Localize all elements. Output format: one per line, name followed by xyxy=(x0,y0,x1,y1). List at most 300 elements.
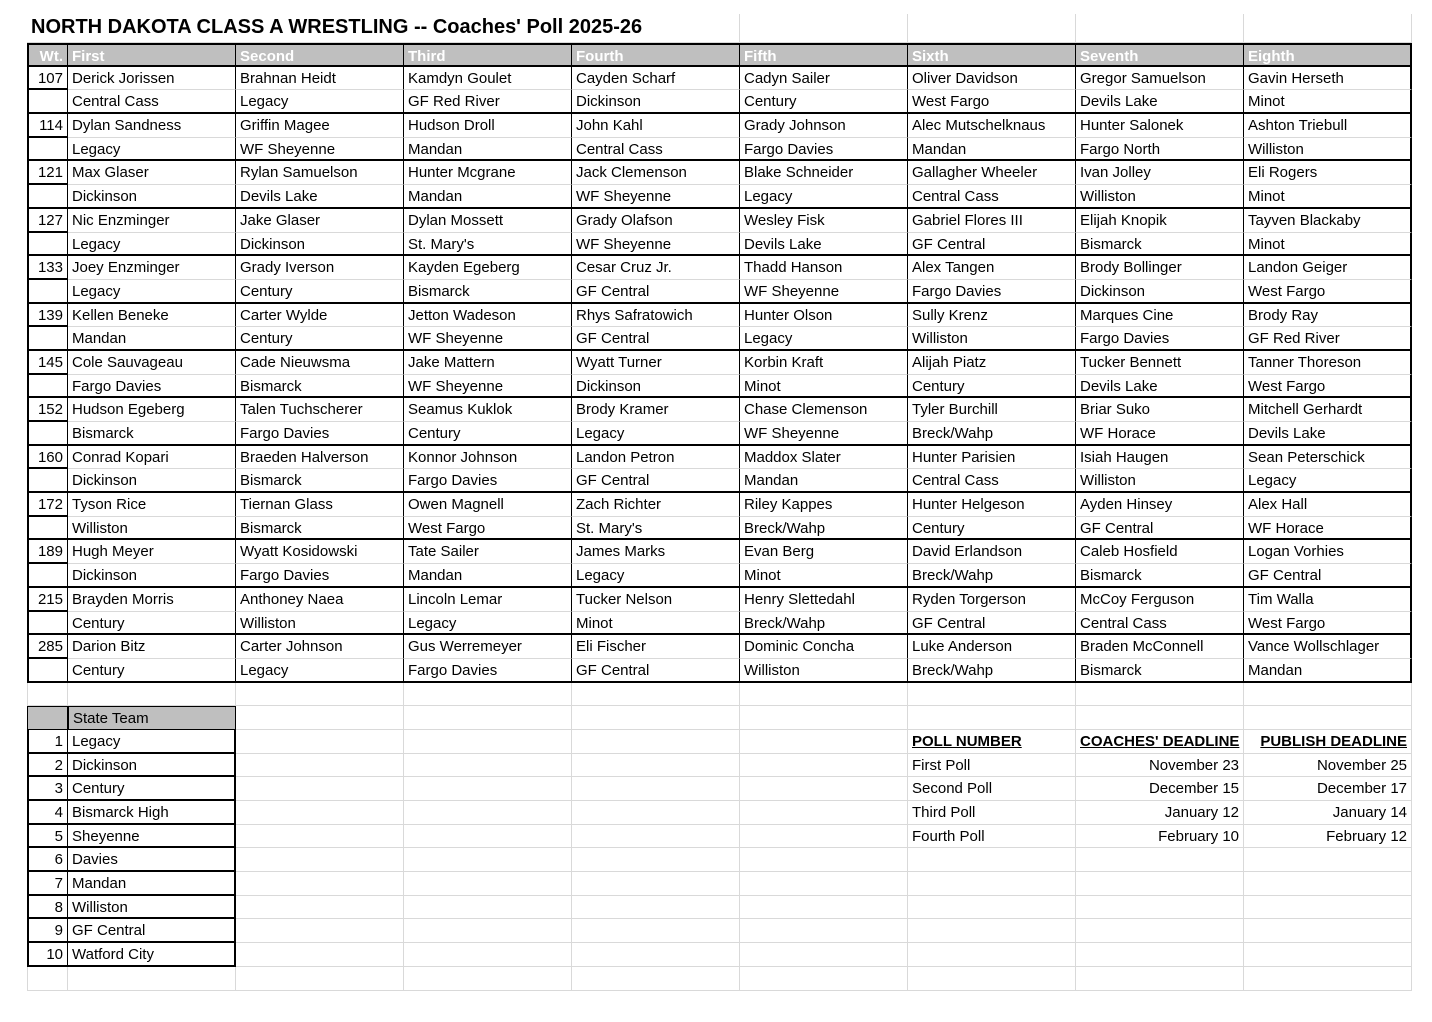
school-cell[interactable]: Breck/Wahp xyxy=(908,659,1076,683)
empty-cell[interactable] xyxy=(572,754,740,778)
school-cell[interactable]: Bismarck xyxy=(1076,659,1244,683)
wrestler-name-cell[interactable]: Wesley Fisk xyxy=(740,209,908,233)
wrestler-name-cell[interactable]: Wyatt Kosidowski xyxy=(236,540,404,564)
empty-cell[interactable] xyxy=(1244,896,1412,920)
column-header-fifth[interactable]: Fifth xyxy=(740,43,908,67)
team-name-cell[interactable]: Century xyxy=(68,777,236,801)
empty-cell[interactable] xyxy=(236,848,404,872)
school-cell[interactable]: Century xyxy=(68,659,236,683)
weight-class-cell[interactable]: 139 xyxy=(27,304,68,328)
wrestler-name-cell[interactable]: Hudson Egeberg xyxy=(68,398,236,422)
column-header-sixth[interactable]: Sixth xyxy=(908,43,1076,67)
empty-cell[interactable] xyxy=(1244,848,1412,872)
empty-cell[interactable] xyxy=(404,683,572,707)
empty-cell[interactable] xyxy=(740,825,908,849)
poll-name-cell[interactable]: Third Poll xyxy=(908,801,1076,825)
empty-cell[interactable] xyxy=(1076,14,1244,43)
team-rank-cell[interactable]: 2 xyxy=(27,754,68,778)
wrestler-name-cell[interactable]: Marques Cine xyxy=(1076,304,1244,328)
school-cell[interactable]: West Fargo xyxy=(404,517,572,541)
empty-cell[interactable] xyxy=(572,872,740,896)
school-cell[interactable]: Central Cass xyxy=(908,185,1076,209)
wrestler-name-cell[interactable]: Lincoln Lemar xyxy=(404,588,572,612)
team-rank-cell[interactable]: 1 xyxy=(27,730,68,754)
wrestler-name-cell[interactable]: Brody Kramer xyxy=(572,398,740,422)
empty-cell[interactable] xyxy=(572,683,740,707)
weight-class-cell[interactable]: 285 xyxy=(27,635,68,659)
empty-cell[interactable] xyxy=(1076,896,1244,920)
team-rank-cell[interactable]: 10 xyxy=(27,943,68,967)
state-team-header[interactable]: State Team xyxy=(68,706,236,730)
wrestler-name-cell[interactable]: Tyler Burchill xyxy=(908,398,1076,422)
wrestler-name-cell[interactable]: Kayden Egeberg xyxy=(404,256,572,280)
school-cell[interactable]: Bismarck xyxy=(68,422,236,446)
empty-cell[interactable] xyxy=(740,896,908,920)
wrestler-name-cell[interactable]: Hunter Olson xyxy=(740,304,908,328)
empty-cell[interactable] xyxy=(236,967,404,991)
empty-cell[interactable] xyxy=(404,754,572,778)
wrestler-name-cell[interactable]: Owen Magnell xyxy=(404,493,572,517)
wrestler-name-cell[interactable]: Konnor Johnson xyxy=(404,446,572,470)
empty-cell[interactable] xyxy=(572,801,740,825)
wrestler-name-cell[interactable]: Anthoney Naea xyxy=(236,588,404,612)
publish-deadline-cell[interactable]: February 12 xyxy=(1244,825,1412,849)
empty-cell[interactable] xyxy=(908,683,1076,707)
empty-cell[interactable] xyxy=(908,14,1076,43)
empty-cell[interactable] xyxy=(740,967,908,991)
wrestler-name-cell[interactable]: Brayden Morris xyxy=(68,588,236,612)
empty-cell[interactable] xyxy=(572,919,740,943)
school-cell[interactable]: Williston xyxy=(908,327,1076,351)
empty-cell[interactable] xyxy=(740,754,908,778)
weight-class-cell[interactable]: 127 xyxy=(27,209,68,233)
school-cell[interactable]: Williston xyxy=(1076,185,1244,209)
publish-deadline-cell[interactable]: November 25 xyxy=(1244,754,1412,778)
school-cell[interactable]: WF Sheyenne xyxy=(236,138,404,162)
coaches-deadline-cell[interactable]: January 12 xyxy=(1076,801,1244,825)
empty-cell[interactable] xyxy=(572,730,740,754)
wrestler-name-cell[interactable]: Brody Bollinger xyxy=(1076,256,1244,280)
school-cell[interactable]: Fargo Davies xyxy=(236,564,404,588)
empty-cell[interactable] xyxy=(236,683,404,707)
school-cell[interactable]: WF Horace xyxy=(1244,517,1412,541)
team-name-cell[interactable]: Sheyenne xyxy=(68,825,236,849)
school-cell[interactable]: GF Central xyxy=(908,612,1076,636)
empty-cell[interactable] xyxy=(27,327,68,351)
wrestler-name-cell[interactable]: Jetton Wadeson xyxy=(404,304,572,328)
wrestler-name-cell[interactable]: Zach Richter xyxy=(572,493,740,517)
empty-cell[interactable] xyxy=(1244,919,1412,943)
empty-cell[interactable] xyxy=(27,422,68,446)
empty-cell[interactable] xyxy=(1076,872,1244,896)
empty-cell[interactable] xyxy=(404,825,572,849)
empty-cell[interactable] xyxy=(1244,872,1412,896)
wrestler-name-cell[interactable]: Brahnan Heidt xyxy=(236,67,404,91)
school-cell[interactable]: Fargo Davies xyxy=(236,422,404,446)
team-rank-cell[interactable]: 8 xyxy=(27,896,68,920)
wrestler-name-cell[interactable]: Tanner Thoreson xyxy=(1244,351,1412,375)
empty-cell[interactable] xyxy=(572,896,740,920)
wrestler-name-cell[interactable]: Tucker Nelson xyxy=(572,588,740,612)
wrestler-name-cell[interactable]: Sully Krenz xyxy=(908,304,1076,328)
school-cell[interactable]: Williston xyxy=(1244,138,1412,162)
school-cell[interactable]: Breck/Wahp xyxy=(740,612,908,636)
wrestler-name-cell[interactable]: Chase Clemenson xyxy=(740,398,908,422)
column-header-eighth[interactable]: Eighth xyxy=(1244,43,1412,67)
publish-deadline-cell[interactable]: January 14 xyxy=(1244,801,1412,825)
wrestler-name-cell[interactable]: Eli Fischer xyxy=(572,635,740,659)
empty-cell[interactable] xyxy=(1244,706,1412,730)
column-header-seventh[interactable]: Seventh xyxy=(1076,43,1244,67)
school-cell[interactable]: Bismarck xyxy=(1076,233,1244,257)
wrestler-name-cell[interactable]: Landon Geiger xyxy=(1244,256,1412,280)
wrestler-name-cell[interactable]: Gregor Samuelson xyxy=(1076,67,1244,91)
empty-cell[interactable] xyxy=(908,706,1076,730)
school-cell[interactable]: Central Cass xyxy=(68,90,236,114)
empty-cell[interactable] xyxy=(740,943,908,967)
column-header-fourth[interactable]: Fourth xyxy=(572,43,740,67)
empty-cell[interactable] xyxy=(1076,706,1244,730)
school-cell[interactable]: Dickinson xyxy=(68,469,236,493)
weight-class-cell[interactable]: 215 xyxy=(27,588,68,612)
school-cell[interactable]: Mandan xyxy=(740,469,908,493)
empty-cell[interactable] xyxy=(572,777,740,801)
publish-deadline-header[interactable]: PUBLISH DEADLINE xyxy=(1244,730,1412,754)
wrestler-name-cell[interactable]: Dylan Sandness xyxy=(68,114,236,138)
empty-cell[interactable] xyxy=(572,825,740,849)
school-cell[interactable]: Dickinson xyxy=(572,90,740,114)
wrestler-name-cell[interactable]: Talen Tuchscherer xyxy=(236,398,404,422)
wrestler-name-cell[interactable]: Henry Slettedahl xyxy=(740,588,908,612)
school-cell[interactable]: GF Red River xyxy=(1244,327,1412,351)
school-cell[interactable]: St. Mary's xyxy=(404,233,572,257)
empty-cell[interactable] xyxy=(27,706,68,730)
school-cell[interactable]: GF Central xyxy=(572,327,740,351)
wrestler-name-cell[interactable]: Vance Wollschlager xyxy=(1244,635,1412,659)
school-cell[interactable]: Legacy xyxy=(1244,469,1412,493)
empty-cell[interactable] xyxy=(908,919,1076,943)
empty-cell[interactable] xyxy=(404,896,572,920)
school-cell[interactable]: Legacy xyxy=(236,90,404,114)
school-cell[interactable]: West Fargo xyxy=(1244,375,1412,399)
coaches-deadline-cell[interactable]: November 23 xyxy=(1076,754,1244,778)
empty-cell[interactable] xyxy=(27,469,68,493)
empty-cell[interactable] xyxy=(1076,683,1244,707)
wrestler-name-cell[interactable]: Landon Petron xyxy=(572,446,740,470)
publish-deadline-cell[interactable]: December 17 xyxy=(1244,777,1412,801)
school-cell[interactable]: Legacy xyxy=(740,185,908,209)
wrestler-name-cell[interactable]: Seamus Kuklok xyxy=(404,398,572,422)
school-cell[interactable]: Devils Lake xyxy=(1076,375,1244,399)
weight-class-cell[interactable]: 189 xyxy=(27,540,68,564)
empty-cell[interactable] xyxy=(908,943,1076,967)
wrestler-name-cell[interactable]: Ivan Jolley xyxy=(1076,161,1244,185)
school-cell[interactable]: Legacy xyxy=(236,659,404,683)
wrestler-name-cell[interactable]: Hunter Parisien xyxy=(908,446,1076,470)
school-cell[interactable]: WF Horace xyxy=(1076,422,1244,446)
wrestler-name-cell[interactable]: Gabriel Flores III xyxy=(908,209,1076,233)
team-name-cell[interactable]: Dickinson xyxy=(68,754,236,778)
wrestler-name-cell[interactable]: Maddox Slater xyxy=(740,446,908,470)
school-cell[interactable]: Dickinson xyxy=(572,375,740,399)
empty-cell[interactable] xyxy=(404,777,572,801)
empty-cell[interactable] xyxy=(68,967,236,991)
wrestler-name-cell[interactable]: Rylan Samuelson xyxy=(236,161,404,185)
wrestler-name-cell[interactable]: Sean Peterschick xyxy=(1244,446,1412,470)
empty-cell[interactable] xyxy=(740,848,908,872)
school-cell[interactable]: Breck/Wahp xyxy=(740,517,908,541)
empty-cell[interactable] xyxy=(27,138,68,162)
weight-class-cell[interactable]: 133 xyxy=(27,256,68,280)
empty-cell[interactable] xyxy=(236,919,404,943)
wrestler-name-cell[interactable]: Tayven Blackaby xyxy=(1244,209,1412,233)
coaches-deadline-cell[interactable]: February 10 xyxy=(1076,825,1244,849)
school-cell[interactable]: GF Central xyxy=(1244,564,1412,588)
school-cell[interactable]: Minot xyxy=(1244,185,1412,209)
empty-cell[interactable] xyxy=(27,280,68,304)
school-cell[interactable]: Minot xyxy=(572,612,740,636)
school-cell[interactable]: Bismarck xyxy=(1076,564,1244,588)
school-cell[interactable]: Century xyxy=(908,517,1076,541)
empty-cell[interactable] xyxy=(572,706,740,730)
empty-cell[interactable] xyxy=(572,967,740,991)
school-cell[interactable]: GF Red River xyxy=(404,90,572,114)
school-cell[interactable]: GF Central xyxy=(908,233,1076,257)
wrestler-name-cell[interactable]: Cade Nieuwsma xyxy=(236,351,404,375)
team-name-cell[interactable]: GF Central xyxy=(68,919,236,943)
coaches-deadline-cell[interactable]: December 15 xyxy=(1076,777,1244,801)
team-name-cell[interactable]: Bismarck High xyxy=(68,801,236,825)
school-cell[interactable]: Legacy xyxy=(572,564,740,588)
school-cell[interactable]: Bismarck xyxy=(236,517,404,541)
empty-cell[interactable] xyxy=(740,801,908,825)
wrestler-name-cell[interactable]: Alijah Piatz xyxy=(908,351,1076,375)
poll-name-cell[interactable]: First Poll xyxy=(908,754,1076,778)
wrestler-name-cell[interactable]: Riley Kappes xyxy=(740,493,908,517)
empty-cell[interactable] xyxy=(236,777,404,801)
empty-cell[interactable] xyxy=(740,683,908,707)
wrestler-name-cell[interactable]: Hudson Droll xyxy=(404,114,572,138)
empty-cell[interactable] xyxy=(740,872,908,896)
team-rank-cell[interactable]: 3 xyxy=(27,777,68,801)
school-cell[interactable]: Devils Lake xyxy=(1244,422,1412,446)
empty-cell[interactable] xyxy=(1076,967,1244,991)
school-cell[interactable]: Dickinson xyxy=(68,185,236,209)
team-rank-cell[interactable]: 5 xyxy=(27,825,68,849)
empty-cell[interactable] xyxy=(740,919,908,943)
wrestler-name-cell[interactable]: Alec Mutschelknaus xyxy=(908,114,1076,138)
empty-cell[interactable] xyxy=(27,375,68,399)
wrestler-name-cell[interactable]: Blake Schneider xyxy=(740,161,908,185)
empty-cell[interactable] xyxy=(740,706,908,730)
school-cell[interactable]: Fargo Davies xyxy=(1076,327,1244,351)
school-cell[interactable]: Williston xyxy=(68,517,236,541)
wrestler-name-cell[interactable]: Hunter Mcgrane xyxy=(404,161,572,185)
empty-cell[interactable] xyxy=(236,801,404,825)
wrestler-name-cell[interactable]: James Marks xyxy=(572,540,740,564)
school-cell[interactable]: Mandan xyxy=(404,185,572,209)
school-cell[interactable]: Fargo Davies xyxy=(908,280,1076,304)
wrestler-name-cell[interactable]: Jake Mattern xyxy=(404,351,572,375)
wrestler-name-cell[interactable]: Hugh Meyer xyxy=(68,540,236,564)
school-cell[interactable]: Mandan xyxy=(68,327,236,351)
wrestler-name-cell[interactable]: Derick Jorissen xyxy=(68,67,236,91)
weight-class-cell[interactable]: 152 xyxy=(27,398,68,422)
column-header-second[interactable]: Second xyxy=(236,43,404,67)
wrestler-name-cell[interactable]: Max Glaser xyxy=(68,161,236,185)
weight-class-cell[interactable]: 114 xyxy=(27,114,68,138)
school-cell[interactable]: Fargo Davies xyxy=(404,659,572,683)
school-cell[interactable]: Century xyxy=(236,327,404,351)
wrestler-name-cell[interactable]: Tucker Bennett xyxy=(1076,351,1244,375)
school-cell[interactable]: Century xyxy=(908,375,1076,399)
empty-cell[interactable] xyxy=(908,967,1076,991)
empty-cell[interactable] xyxy=(740,14,908,43)
school-cell[interactable]: Minot xyxy=(740,564,908,588)
empty-cell[interactable] xyxy=(1076,848,1244,872)
wrestler-name-cell[interactable]: McCoy Ferguson xyxy=(1076,588,1244,612)
wrestler-name-cell[interactable]: Gavin Herseth xyxy=(1244,67,1412,91)
team-name-cell[interactable]: Watford City xyxy=(68,943,236,967)
school-cell[interactable]: Century xyxy=(740,90,908,114)
wrestler-name-cell[interactable]: Isiah Haugen xyxy=(1076,446,1244,470)
wrestler-name-cell[interactable]: Korbin Kraft xyxy=(740,351,908,375)
school-cell[interactable]: Fargo North xyxy=(1076,138,1244,162)
team-rank-cell[interactable]: 4 xyxy=(27,801,68,825)
school-cell[interactable]: WF Sheyenne xyxy=(404,375,572,399)
wrestler-name-cell[interactable]: John Kahl xyxy=(572,114,740,138)
empty-cell[interactable] xyxy=(1244,14,1412,43)
wrestler-name-cell[interactable]: Conrad Kopari xyxy=(68,446,236,470)
wrestler-name-cell[interactable]: Ryden Torgerson xyxy=(908,588,1076,612)
wrestler-name-cell[interactable]: Briar Suko xyxy=(1076,398,1244,422)
school-cell[interactable]: St. Mary's xyxy=(572,517,740,541)
wrestler-name-cell[interactable]: Rhys Safratowich xyxy=(572,304,740,328)
column-header-first[interactable]: First xyxy=(68,43,236,67)
school-cell[interactable]: Legacy xyxy=(68,233,236,257)
school-cell[interactable]: Central Cass xyxy=(1076,612,1244,636)
team-rank-cell[interactable]: 7 xyxy=(27,872,68,896)
wrestler-name-cell[interactable]: Hunter Helgeson xyxy=(908,493,1076,517)
wrestler-name-cell[interactable]: Nic Enzminger xyxy=(68,209,236,233)
wrestler-name-cell[interactable]: Cesar Cruz Jr. xyxy=(572,256,740,280)
coaches-deadline-header[interactable]: COACHES' DEADLINE xyxy=(1076,730,1244,754)
wrestler-name-cell[interactable]: Carter Wylde xyxy=(236,304,404,328)
wrestler-name-cell[interactable]: Grady Johnson xyxy=(740,114,908,138)
wrestler-name-cell[interactable]: Evan Berg xyxy=(740,540,908,564)
empty-cell[interactable] xyxy=(27,90,68,114)
school-cell[interactable]: GF Central xyxy=(572,659,740,683)
team-name-cell[interactable]: Williston xyxy=(68,896,236,920)
school-cell[interactable]: Dickinson xyxy=(68,564,236,588)
empty-cell[interactable] xyxy=(740,730,908,754)
empty-cell[interactable] xyxy=(404,801,572,825)
poll-number-header[interactable]: POLL NUMBER xyxy=(908,730,1076,754)
school-cell[interactable]: Mandan xyxy=(908,138,1076,162)
empty-cell[interactable] xyxy=(572,848,740,872)
school-cell[interactable]: West Fargo xyxy=(1244,612,1412,636)
school-cell[interactable]: Dickinson xyxy=(236,233,404,257)
school-cell[interactable]: GF Central xyxy=(572,469,740,493)
empty-cell[interactable] xyxy=(404,848,572,872)
school-cell[interactable]: West Fargo xyxy=(908,90,1076,114)
school-cell[interactable]: Legacy xyxy=(740,327,908,351)
poll-name-cell[interactable]: Second Poll xyxy=(908,777,1076,801)
column-header-third[interactable]: Third xyxy=(404,43,572,67)
empty-cell[interactable] xyxy=(236,706,404,730)
weight-class-cell[interactable]: 172 xyxy=(27,493,68,517)
empty-cell[interactable] xyxy=(236,825,404,849)
school-cell[interactable]: Breck/Wahp xyxy=(908,564,1076,588)
empty-cell[interactable] xyxy=(27,564,68,588)
empty-cell[interactable] xyxy=(68,683,236,707)
wrestler-name-cell[interactable]: Jack Clemenson xyxy=(572,161,740,185)
school-cell[interactable]: Devils Lake xyxy=(236,185,404,209)
school-cell[interactable]: Williston xyxy=(1076,469,1244,493)
wrestler-name-cell[interactable]: David Erlandson xyxy=(908,540,1076,564)
weight-class-cell[interactable]: 107 xyxy=(27,67,68,91)
empty-cell[interactable] xyxy=(404,872,572,896)
school-cell[interactable]: Devils Lake xyxy=(1076,90,1244,114)
school-cell[interactable]: Legacy xyxy=(68,138,236,162)
weight-class-cell[interactable]: 160 xyxy=(27,446,68,470)
school-cell[interactable]: Legacy xyxy=(68,280,236,304)
poll-name-cell[interactable]: Fourth Poll xyxy=(908,825,1076,849)
school-cell[interactable]: Fargo Davies xyxy=(404,469,572,493)
wrestler-name-cell[interactable]: Tiernan Glass xyxy=(236,493,404,517)
empty-cell[interactable] xyxy=(236,896,404,920)
school-cell[interactable]: WF Sheyenne xyxy=(740,422,908,446)
column-header-wt[interactable]: Wt. xyxy=(27,43,68,67)
school-cell[interactable]: Legacy xyxy=(404,612,572,636)
wrestler-name-cell[interactable]: Carter Johnson xyxy=(236,635,404,659)
school-cell[interactable]: West Fargo xyxy=(1244,280,1412,304)
empty-cell[interactable] xyxy=(404,919,572,943)
school-cell[interactable]: Mandan xyxy=(404,138,572,162)
empty-cell[interactable] xyxy=(27,967,68,991)
empty-cell[interactable] xyxy=(27,185,68,209)
sheet-title[interactable]: NORTH DAKOTA CLASS A WRESTLING -- Coaches' Poll 2025-26 xyxy=(27,14,740,43)
empty-cell[interactable] xyxy=(404,967,572,991)
school-cell[interactable]: Bismarck xyxy=(404,280,572,304)
wrestler-name-cell[interactable]: Braeden Halverson xyxy=(236,446,404,470)
wrestler-name-cell[interactable]: Dylan Mossett xyxy=(404,209,572,233)
school-cell[interactable]: Minot xyxy=(1244,233,1412,257)
wrestler-name-cell[interactable]: Wyatt Turner xyxy=(572,351,740,375)
wrestler-name-cell[interactable]: Joey Enzminger xyxy=(68,256,236,280)
empty-cell[interactable] xyxy=(236,730,404,754)
school-cell[interactable]: Williston xyxy=(740,659,908,683)
school-cell[interactable]: Central Cass xyxy=(908,469,1076,493)
wrestler-name-cell[interactable]: Ashton Triebull xyxy=(1244,114,1412,138)
wrestler-name-cell[interactable]: Mitchell Gerhardt xyxy=(1244,398,1412,422)
empty-cell[interactable] xyxy=(1244,683,1412,707)
school-cell[interactable]: Minot xyxy=(1244,90,1412,114)
empty-cell[interactable] xyxy=(404,943,572,967)
school-cell[interactable]: Fargo Davies xyxy=(740,138,908,162)
team-rank-cell[interactable]: 6 xyxy=(27,848,68,872)
school-cell[interactable]: Devils Lake xyxy=(740,233,908,257)
weight-class-cell[interactable]: 145 xyxy=(27,351,68,375)
school-cell[interactable]: GF Central xyxy=(572,280,740,304)
wrestler-name-cell[interactable]: Grady Iverson xyxy=(236,256,404,280)
school-cell[interactable]: WF Sheyenne xyxy=(572,233,740,257)
team-rank-cell[interactable]: 9 xyxy=(27,919,68,943)
wrestler-name-cell[interactable]: Kamdyn Goulet xyxy=(404,67,572,91)
wrestler-name-cell[interactable]: Tate Sailer xyxy=(404,540,572,564)
school-cell[interactable]: Central Cass xyxy=(572,138,740,162)
wrestler-name-cell[interactable]: Griffin Magee xyxy=(236,114,404,138)
